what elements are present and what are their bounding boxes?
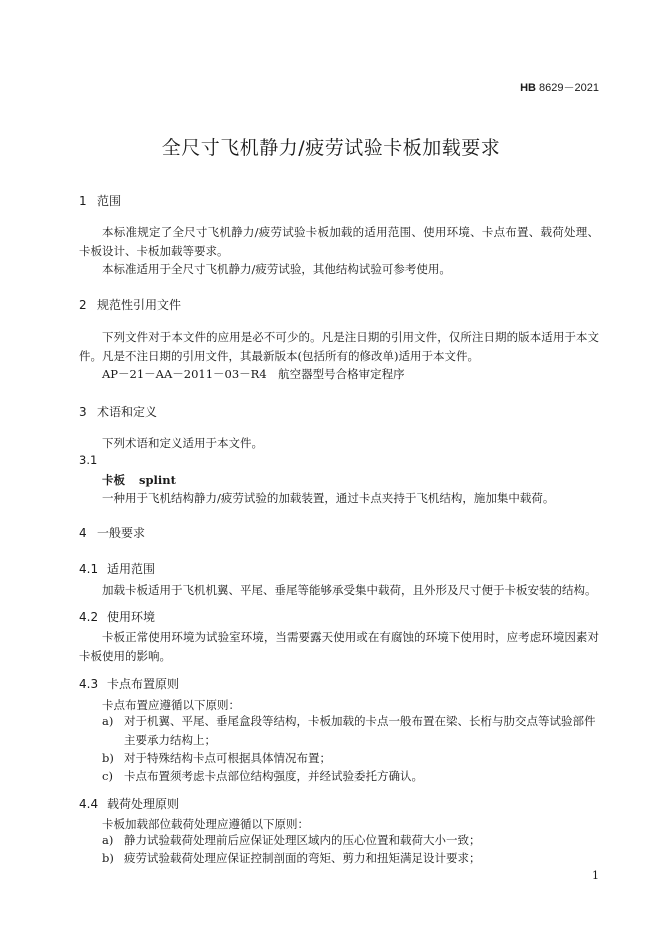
list-item: [102, 749, 599, 768]
subsection-number: 4.1: [79, 562, 99, 576]
term-chinese: 卡板: [102, 473, 125, 487]
section-title: 范围: [97, 194, 122, 208]
section-title: 术语和定义: [97, 405, 158, 419]
normative-reference: AP－21－AA－2011－03－R4 航空器型号合格审定程序: [102, 367, 405, 381]
section-4-4-intro: 卡板加载部位载荷处理应遵循以下原则：: [102, 817, 309, 831]
subsection-number: 4.4: [79, 797, 99, 811]
document-title: 全尺寸飞机静力/疲劳试验卡板加载要求: [161, 137, 501, 159]
standard-prefix: HB: [520, 82, 536, 94]
list-item: [102, 849, 599, 868]
subsection-number: 4.3: [79, 677, 99, 691]
subsection-number: 4.2: [79, 610, 99, 624]
section-4-4-heading: [79, 795, 179, 812]
section-1-paragraph-2: 本标准适用于全尺寸飞机静力/疲劳试验，其他结构试验可参考使用。: [102, 262, 451, 276]
list-item-label: b): [102, 851, 114, 865]
standard-number: 8629－2021: [536, 82, 599, 94]
list-item: [102, 712, 599, 750]
section-number: 3: [79, 405, 87, 419]
list-item-text: 静力试验载荷处理前后应保证处理区域内的压心位置和载荷大小一致；: [124, 833, 481, 847]
list-item-label: a): [102, 714, 114, 728]
standard-code: [520, 79, 599, 95]
section-4-3-heading: [79, 675, 179, 692]
list-item-text: 对于机翼、平尾、垂尾盒段等结构，卡板加载的卡点一般布置在梁、长桁与肋交点等试验部件主要承力结构上；: [124, 714, 596, 747]
section-4-1-heading: [79, 560, 155, 577]
section-3-paragraph-1: 下列术语和定义适用于本文件。: [102, 436, 263, 450]
section-number: 2: [79, 298, 87, 312]
section-1-heading: [79, 192, 121, 209]
list-item: [102, 831, 599, 850]
section-4-3-intro: 卡点布置应遵循以下原则：: [102, 698, 240, 712]
section-1-paragraph-1: 本标准规定了全尺寸飞机静力/疲劳试验卡板加载的适用范围、使用环境、卡点布置、载荷处理、卡板设计、卡板加载等要求。: [79, 225, 599, 258]
section-4-2-heading: [79, 608, 155, 625]
section-2-paragraph-1: 下列文件对于本文件的应用是必不可少的。凡是注日期的引用文件，仅所注日期的版本适用于本文件。凡是不注日期的引用文件，其最新版本(包括所有的修改单)适用于本文件。: [79, 330, 599, 363]
page-number: 1: [592, 869, 599, 882]
list-item-label: c): [102, 769, 113, 783]
list-item-label: a): [102, 833, 114, 847]
list-item: [102, 767, 599, 786]
clause-3-1-number: 3.1: [79, 453, 98, 467]
section-number: 1: [79, 194, 87, 208]
subsection-title: 载荷处理原则: [107, 797, 180, 811]
subsection-title: 适用范围: [107, 562, 156, 576]
section-title: 一般要求: [97, 526, 146, 540]
section-2-heading: [79, 296, 181, 313]
subsection-title: 卡点布置原则: [107, 677, 180, 691]
list-item-text: 疲劳试验载荷处理应保证控制剖面的弯矩、剪力和扭矩满足设计要求；: [124, 851, 481, 865]
section-4-heading: [79, 524, 145, 541]
list-item-text: 卡点布置须考虑卡点部位结构强度，并经试验委托方确认。: [124, 769, 423, 783]
section-number: 4: [79, 526, 87, 540]
section-4-1-paragraph: 加载卡板适用于飞机机翼、平尾、垂尾等能够承受集中载荷，且外形及尺寸便于卡板安装的结构。: [102, 583, 597, 597]
term-entry: [102, 472, 176, 488]
subsection-title: 使用环境: [107, 610, 156, 624]
term-definition: 一种用于飞机结构静力/疲劳试验的加载装置，通过卡点夹持于飞机结构，施加集中载荷。: [102, 491, 555, 505]
section-3-heading: [79, 403, 157, 420]
section-title: 规范性引用文件: [97, 298, 182, 312]
section-4-2-paragraph: 卡板正常使用环境为试验室环境，当需要露天使用或在有腐蚀的环境下使用时，应考虑环境因素对卡板使用的影响。: [79, 630, 599, 663]
list-item-text: 对于特殊结构卡点可根据具体情况布置；: [124, 751, 331, 765]
list-item-label: b): [102, 751, 114, 765]
term-english: splint: [139, 473, 176, 487]
